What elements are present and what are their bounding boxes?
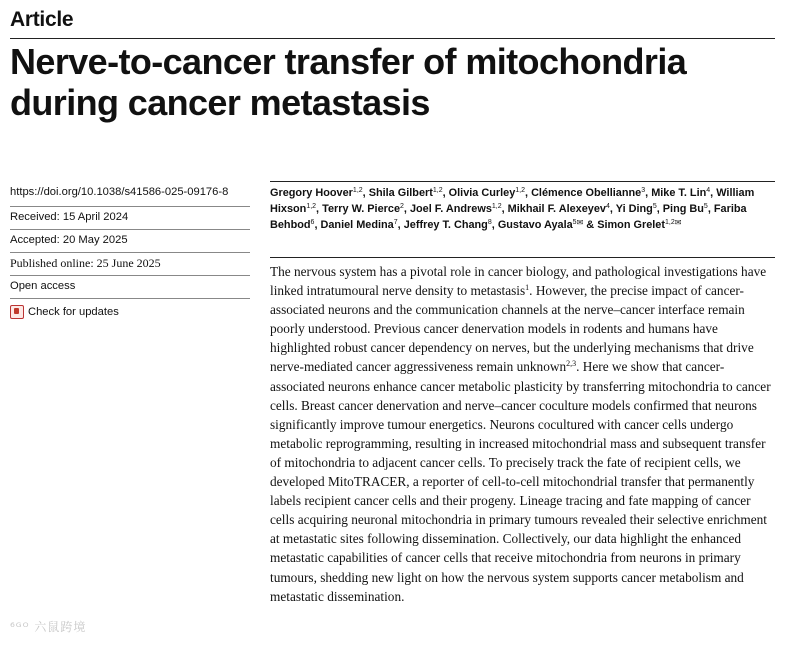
watermark-logo: ⁶ᴳᴼ 六鼠跨境 <box>10 620 87 634</box>
author-separator: , <box>645 187 652 199</box>
author-separator: , <box>609 203 616 215</box>
authors-divider <box>270 181 775 182</box>
author-name[interactable] <box>531 187 645 199</box>
check-for-updates-button[interactable] <box>10 299 250 322</box>
article-meta-sidebar <box>10 184 250 322</box>
article-type-label: Article <box>10 8 74 31</box>
author-name-text: Shila Gilbert <box>368 187 433 199</box>
author-affiliation: 5 <box>703 203 708 210</box>
author-separator: , <box>362 187 369 199</box>
received-date: Received: 15 April 2024 <box>10 207 250 230</box>
author-separator: , <box>707 203 714 215</box>
open-access-label: Open access <box>10 276 250 299</box>
author-affiliation: 4 <box>605 203 610 210</box>
author-list <box>270 185 775 233</box>
author-affiliation: 8 <box>487 219 492 226</box>
author-affiliation: 5 <box>652 203 657 210</box>
article-title: Nerve-to-cancer transfer of mitochondria during cancer metastasis <box>10 41 687 123</box>
author-name[interactable] <box>449 187 525 199</box>
author-separator: , <box>397 219 404 231</box>
author-separator: , <box>442 187 449 199</box>
author-separator: , <box>501 203 508 215</box>
accepted-date: Accepted: 20 May 2025 <box>10 230 250 253</box>
author-affiliation: 5 <box>572 219 577 226</box>
author-separator: , <box>316 203 323 215</box>
header-divider <box>10 38 775 39</box>
author-name[interactable] <box>508 203 610 215</box>
author-name-text: Mikhail F. Alexeyev <box>507 203 606 215</box>
author-name[interactable] <box>616 203 657 215</box>
author-name-text: Jeffrey T. Chang <box>403 219 488 231</box>
author-name-text: Mike T. Lin <box>651 187 707 199</box>
author-affiliation: 4 <box>706 187 711 194</box>
abstract-divider <box>270 257 775 258</box>
reference-link[interactable]: 1 <box>525 283 530 293</box>
author-affiliation: 1,2 <box>306 203 317 210</box>
email-icon[interactable]: ✉ <box>576 218 584 227</box>
author-separator: , <box>710 187 717 199</box>
author-name-text: William Hixson <box>270 187 755 215</box>
author-affiliation: 1,2 <box>664 219 675 226</box>
author-name[interactable] <box>651 187 710 199</box>
author-name-text: Yi Ding <box>615 203 653 215</box>
author-name-text: Simon Grelet <box>597 219 665 231</box>
email-icon[interactable]: ✉ <box>674 218 682 227</box>
author-separator: , <box>491 219 498 231</box>
abstract-text-part: . Here we show that cancer-associated neurons enhance cancer metabolic plasticity by transferring mitochondria to cancer cells. Breast cancer denervation and nerve–cancer coculture models confirmed that neurons significantly improve tumour energetics. Neurons cocultured with cancer cells undergo metabolic reprogramming, resulting in increased mitochondrial mass and subsequent transfer of mitochondria to adjacent cancer cells. To precisely track the fate of recipient cells, we developed MitoTRACER, a reporter of cell-to-cell mitochondrial transfer that permanently labels recipient cancer cells and their progeny. Lineage tracing and fate mapping of cancer cells acquiring neuronal mitochondria in primary tumours revealed their selective enrichment at metastatic sites following dissemination. Collectively, our data highlight the enhanced metastatic capabilities of cancer cells that receive mitochondria from neurons in primary tumours, shedding new light on how the nervous system supports cancer metabolism and metastatic dissemination. <box>270 359 771 604</box>
abstract-text-part: The nervous system has a pivotal role in cancer biology, and pathological investigations have linked intratumoural nerve density to metastasis <box>270 264 767 299</box>
author-affiliation: 1,2 <box>352 187 363 194</box>
author-affiliation: 1,2 <box>432 187 443 194</box>
crossmark-icon <box>10 305 24 319</box>
author-name[interactable] <box>322 203 404 215</box>
author-affiliation: 2 <box>400 203 404 210</box>
author-name-text: Gregory Hoover <box>270 187 353 199</box>
abstract <box>270 262 778 606</box>
author-name-text: Joel F. Andrews <box>409 203 492 215</box>
reference-link[interactable]: 2,3 <box>566 359 577 369</box>
author-name-text: Olivia Curley <box>448 187 516 199</box>
author-affiliation: 6 <box>310 219 315 226</box>
author-separator: , <box>403 203 410 215</box>
author-name[interactable] <box>498 219 583 231</box>
author-affiliation: 3 <box>641 187 646 194</box>
author-affiliation: 1,2 <box>515 187 525 194</box>
author-name[interactable] <box>663 203 708 215</box>
author-affiliation: 7 <box>393 219 398 226</box>
author-name[interactable] <box>369 187 443 199</box>
author-name-text: Daniel Medina <box>320 219 394 231</box>
author-affiliation: 1,2 <box>491 203 502 210</box>
author-name[interactable] <box>597 219 681 231</box>
author-name-text: Gustavo Ayala <box>497 219 573 231</box>
author-name[interactable] <box>270 187 363 199</box>
author-separator: & <box>583 219 598 231</box>
author-separator: , <box>525 187 532 199</box>
author-name[interactable] <box>321 219 398 231</box>
author-name[interactable] <box>404 219 492 231</box>
published-date: Published online: 25 June 2025 <box>10 253 250 276</box>
abstract-text-part: . However, the precise impact of cancer-associated neurons and the communication channels at the nerve–cancer interface remain poorly understood. Previous cancer denervation models in rodents and humans have highlighted robust cancer dependency on nerves, but the underlying mechanisms that drive nerve-mediated cancer aggressiveness remain unknown <box>270 283 754 375</box>
author-name[interactable] <box>410 203 502 215</box>
author-separator: , <box>656 203 663 215</box>
author-name-text: Ping Bu <box>662 203 704 215</box>
author-separator: , <box>314 219 321 231</box>
doi-link[interactable]: https://doi.org/10.1038/s41586-025-09176-8 <box>10 184 250 207</box>
author-name-text: Terry W. Pierce <box>322 203 400 215</box>
author-name-text: Fariba Behbod <box>270 203 747 231</box>
check-for-updates-label: Check for updates <box>28 305 119 318</box>
author-name-text: Clémence Obellianne <box>531 187 642 199</box>
